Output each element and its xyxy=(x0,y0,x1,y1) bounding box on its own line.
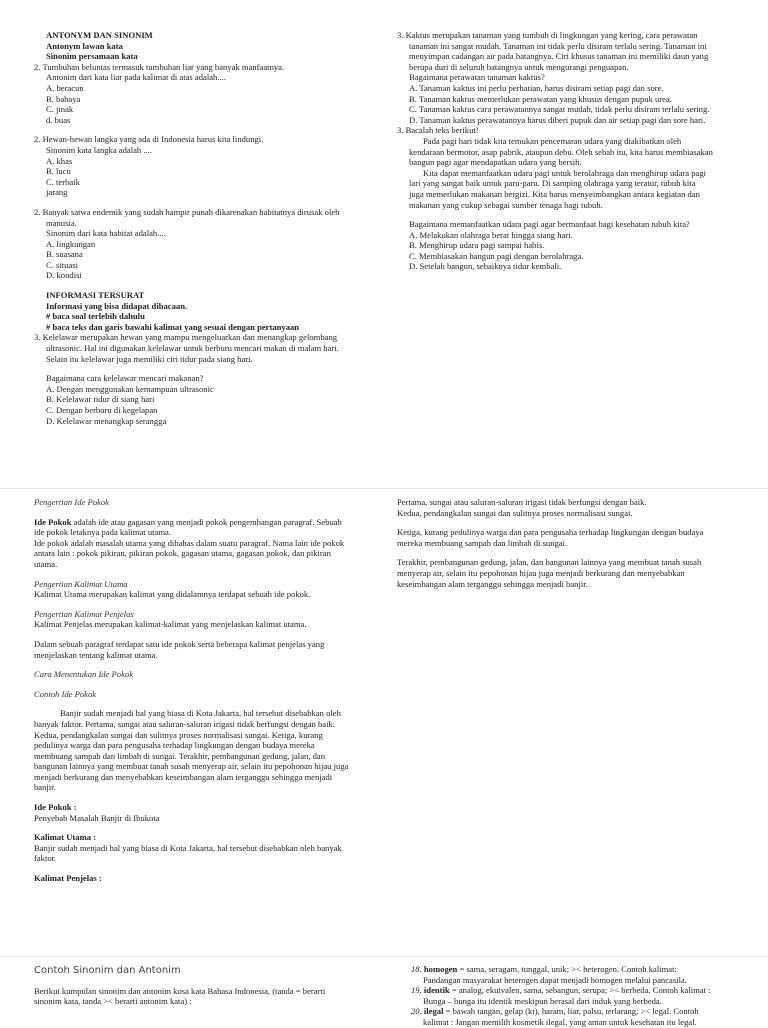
answer-option: C. terbaik xyxy=(46,176,80,187)
passage-line: kendaraan bermotor, asap pabrik, ataupun debu. Oleh sebab itu, kita harus membiasakan xyxy=(409,146,713,157)
field-value: faktor. xyxy=(34,853,57,864)
vocab-item xyxy=(411,1006,751,1017)
question-line: 2. Hewan-hewan langka yang ada di Indonesia harus kita lindungi. xyxy=(34,134,264,145)
question-line: Sinonim kata langka adalah .... xyxy=(46,144,152,155)
answer-option: d. buas xyxy=(46,114,71,125)
paragraph-line: menyerap air, selain itu pepohonan hijau juga menjadi berkurang dan menyebabkan xyxy=(397,567,685,578)
info-line: # baca teks dan garis bawahi kalimat yang sesuai dengan pertanyaan xyxy=(46,321,300,332)
info-line: # baca soal terlebih dahulu xyxy=(46,311,145,322)
answer-option: A. Dengan menggunakan kemampuan ultrasonic xyxy=(46,383,214,394)
page2-left-column xyxy=(34,497,394,884)
paragraph-line: Terakhir, pembangunan gedung, jalan, dan bangunan lainnya yang membuat tanah susah xyxy=(397,557,702,568)
answer-option: C. jinak xyxy=(46,104,74,115)
paragraph-line: Kalimat Penjelas merupakan kalimat-kalimat yang menjelaskan kalimat utama. xyxy=(34,619,307,630)
vocab-word: identik xyxy=(423,985,450,996)
question-line: Sinonim dari kata habitat adalah.... xyxy=(46,228,166,239)
page3-left-column xyxy=(34,966,394,1007)
field-label: Kalimat Penjelas : xyxy=(34,873,102,884)
answer-option: B. Kelelawar tidur di siang hari xyxy=(46,394,155,405)
vocab-word: homogen xyxy=(423,964,458,974)
answer-option: D. kondisi xyxy=(46,270,82,281)
paragraph-line: adalah ide atau gagasan yang menjadi pokok pengembangan paragraf. Sebuah xyxy=(71,516,342,527)
vocab-definition: = bawah tangan, gelap (kt), haram, liar, palsu, terlarang; >< legal. Contoh xyxy=(443,1006,699,1017)
item-number: 20. xyxy=(411,1006,422,1017)
section-title: ANTONYM DAN SINONIM xyxy=(46,30,153,40)
term-label: Ide Pokok xyxy=(34,516,72,527)
vocab-item xyxy=(411,964,751,975)
vocab-word: ilegal xyxy=(423,1006,444,1017)
answer-option: D. Tanaman kaktus perawatannya harus diberi pupuk dan air setiap pagi dan sore hari. xyxy=(409,114,706,125)
answer-option: B. Tanaman kaktus memerlukan perawatan yang khusus dengan pupuk urea. xyxy=(409,93,672,104)
example-line: pedulinya warga dan para pengusaha terhadap lingkungan dengan budaya mereka xyxy=(34,740,315,751)
section-heading: Pengertian Kalimat Utama xyxy=(34,578,128,589)
paragraph-line: Pertama, sungai atau saluran-saluran irigasi tidak berfungsi dengan baik. xyxy=(397,497,647,507)
section-title: INFORMASI TERSURAT xyxy=(46,290,145,301)
passage-line: bangun pagi agar mendapatkan udara yang bersih. xyxy=(409,157,582,168)
question-line: Bagaimana memanfaatkan udara pagi agar bermanfaat bagi kesehatan tubuh kita? xyxy=(409,219,690,230)
example-line: membuang sampah dan limbah di sungai. Terakhir, pembangunan gedung, jalan, dan xyxy=(34,750,326,761)
paragraph-line: Kalimat Utama merupakan kalimat yang didalamnya terdapat sebuah ide pokok. xyxy=(34,589,311,600)
vocab-example: Pandangan masyarakat heterogen dapat menjadi homogen melalui pancasila. xyxy=(423,974,687,985)
example-line: banjir. xyxy=(34,782,56,793)
question-line: Selain itu kelelawar juga memiliki ciri tidur pada siang hari. xyxy=(46,353,253,364)
example-line: bangunan lainnya yang membuat tanah susah menyerap air, selain itu pepohonan hijau juga xyxy=(34,761,349,772)
paragraph-line: Berikut kumpulan sinonim dan antonim kosa kata Bahasa Indonesia, (tanda = berarti xyxy=(34,985,326,996)
paragraph-line: sinonim kata, tanda >< berarti antonim kata) : xyxy=(34,996,192,1007)
vocab-example: kalimat : Jangan memilih kosmetik ilegal, yang aman untuk kesehatan itu legal. xyxy=(423,1016,697,1027)
example-line: Banjir sudah menjadi hal yang biasa di Kota Jakarta, hal tersebut disebabkan oleh xyxy=(60,708,341,719)
question-line: 3. Kaktus merupakan tanaman yang tumbuh di lingkungan yang kering, cara perawatan xyxy=(397,30,698,40)
answer-option: B. lucu xyxy=(46,166,71,177)
paragraph-line: Dalam sebuah paragraf terdapat satu ide pokok serta beberapa kalimat penjelas yang xyxy=(34,638,325,649)
answer-option: B. suasana xyxy=(46,249,83,260)
question-line: 2. Tumbuhan beluntas termasuk tumbuhan liar yang banyak manfaatnya. xyxy=(34,61,285,72)
answer-option: A. beracun xyxy=(46,82,84,93)
answer-option: D. Setelah bangun, sebaiknya tidur kembali. xyxy=(409,261,562,272)
field-label: Ide Pokok : xyxy=(34,802,77,813)
answer-option: D. Kelelawar menangkap serangga xyxy=(46,415,167,426)
paragraph-line: mereka membuang sampah dan limbah di sungai. xyxy=(397,537,568,548)
example-line: Kedua, pendangkalan sungai dan sulitnya proses normalisasi sungai. Ketiga, kurang xyxy=(34,729,323,740)
page1-left-column xyxy=(34,30,384,426)
answer-option: C. situasi xyxy=(46,259,78,270)
question-line: menyimpan cadangan air pada batangnya. Ciri khusus tanaman ini memiliki daun yang xyxy=(409,51,709,62)
question-line: Bagaimana cara kelelawar mencari makanan? xyxy=(46,373,204,384)
item-number: 19. xyxy=(411,985,422,996)
section-heading: Contoh Ide Pokok xyxy=(34,688,97,699)
field-value: Penyebab Masalah Banjir di Ibukota xyxy=(34,812,160,823)
question-line: berupa duri di seluruh batangnya untuk mengurangi penguapan. xyxy=(409,61,629,72)
section-heading: Cara Menentukan Ide Pokok xyxy=(34,669,134,680)
question-line: tanaman ini sangat mudah. Tanaman ini tidak perlu disiram terlalu sering. Tanaman ini xyxy=(409,40,707,51)
passage-line: Kita dapat memanfaatkan udara pagi untuk berolahraga dan menghirup udara pagi xyxy=(423,167,707,178)
item-number: 18. xyxy=(411,964,422,974)
question-line: 3. Kelelawar merupakan hewan yang mampu mengeluarkan dan menangkap gelombang xyxy=(34,332,338,343)
section-heading: Pengertian Ide Pokok xyxy=(34,497,109,507)
field-label: Kalimat Utama : xyxy=(34,832,97,843)
answer-option: A. lingkungan xyxy=(46,238,96,249)
paragraph-line: ide pokok letaknya pada kalimat utama. xyxy=(34,527,171,538)
answer-option: C. Membiasakan bangun pagi dengan berolahraga. xyxy=(409,250,584,261)
page3-right-column xyxy=(411,964,751,1028)
answer-option: C. Tanaman kaktus cara perawatannya sangat mudah, tidak perlu disiram terlalu sering. xyxy=(409,104,710,115)
paragraph-line: menjelaskan tentang kalimat utama. xyxy=(34,649,158,660)
paragraph-line: antara lain : pokok pikiran, pikiran pokok, gagasan utama, gagasan pokok, dan pikiran xyxy=(34,548,331,559)
section-subtitle: Sinonim persamaan kata xyxy=(46,51,138,62)
section-subtitle: Antonym lawan kata xyxy=(46,40,123,51)
example-line: menjadi berkurang dan menyebabkan keseimbangan alam terganggu sehingga menjadi xyxy=(34,771,333,782)
example-line: banyak faktor. Pertama, sungai atau saluran-saluran irigasi tidak berfungsi dengan baik. xyxy=(34,718,335,729)
answer-option: B. bahaya xyxy=(46,93,81,104)
page2-right-column xyxy=(397,497,737,589)
paragraph-line: Kedua, pendangkalan sungai dan sulitnya proses normalisasi sungai. xyxy=(397,507,633,518)
passage-line: makanan yang cukup sebagai sumber tenaga bagi tubuh. xyxy=(409,199,603,210)
section-heading: Pengertian Kalimat Penjelas xyxy=(34,608,134,619)
passage-line: Pada pagi hari tidak kita temukan pencemaran udara yang diakibatkan oleh xyxy=(423,135,682,146)
paragraph-line: utama. xyxy=(34,558,58,569)
question-line: 3. Bacalah teks berikut! xyxy=(397,125,479,136)
vocab-definition: = analog, ekuivalen, sama, sebangun, serupa; >< berbeda. Contoh kalimat : xyxy=(449,985,711,996)
question-line: manusia. xyxy=(46,217,77,228)
vocab-item xyxy=(411,985,751,996)
vocab-definition: = sama, seragam, tunggal, unik; >< heterogen. Contoh kalimat: xyxy=(457,964,677,974)
paragraph-line: keseimbangan alam terganggu sehingga menjadi banjir. xyxy=(397,578,588,589)
section-title: Contoh Sinonim dan Antonim xyxy=(34,965,181,976)
question-line: 2. Banyak satwa endemik yang sudah hampir punah dikarenakan habitatnya dirusak oleh xyxy=(34,206,340,217)
passage-line: juga memerlukan makanan bergizi. Kita harus menyeimbangkan antara kegiatan dan xyxy=(409,188,700,199)
paragraph-line: Ide pokok adalah masalah utama yang dibahas dalam suatu paragraf. Nama lain ide pokok xyxy=(34,537,345,548)
info-line: Informasi yang bisa didapat dibacaan. xyxy=(46,300,188,311)
question-line: Bagaimana perawatan tanaman kaktus? xyxy=(409,72,545,83)
field-value: Banjir sudah menjadi hal yang biasa di Kota Jakarta, hal tersebut disebabkan oleh banyak xyxy=(34,842,342,853)
answer-option: B. Menghirup udara pagi sampai habis. xyxy=(409,240,545,251)
page1-right-column xyxy=(397,30,737,272)
question-line: ultrasonic. Hal ini digunakan kelelawar untuk berburu mencari makan di malam hari. xyxy=(46,343,339,354)
answer-option: A. khas xyxy=(46,155,73,166)
paragraph-line: Ketiga, kurang pedulinya warga dan para pengusaha terhadap lingkungan dengan budaya xyxy=(397,527,704,538)
answer-option: C. Dengan berburu di kegelapan xyxy=(46,405,158,415)
passage-line: lari yang sangat baik untuk paru-paru. Di samping olahraga yang teratur, tubuh kita xyxy=(409,178,696,189)
vocab-example: Bunga – bunga itu identik meskipun berasal dari induk yang berbeda. xyxy=(423,995,662,1006)
question-line: Antonim dari kata liar pada kalimat di atas adalah.... xyxy=(46,72,226,83)
answer-option: A. Tanaman kaktus ini perlu perhatian, harus disiram setiap pagi dan sore. xyxy=(409,82,664,93)
answer-option: A. Melakukan olahraga berat hingga siang hari. xyxy=(409,229,573,240)
answer-option: jarang xyxy=(46,187,68,198)
